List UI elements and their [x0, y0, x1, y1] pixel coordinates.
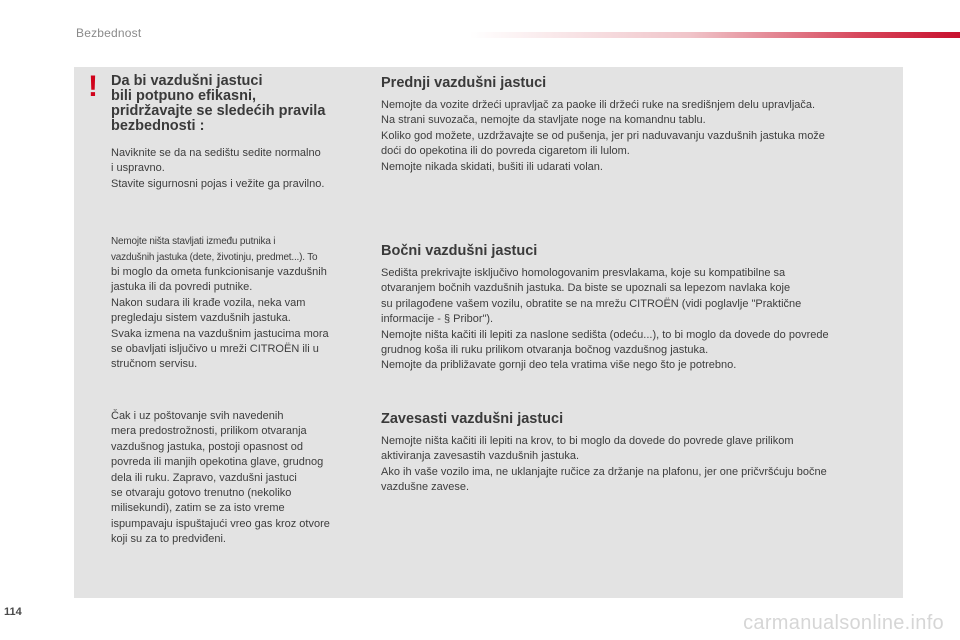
- heading-line: bili potpuno efikasni,: [111, 88, 256, 104]
- text-line: vazdušnih jastuka (dete, životinju, predmet...). To: [111, 251, 318, 263]
- front-airbags-text: [381, 98, 891, 175]
- text-line: bi moglo da ometa funkcionisanje vazdušnih: [111, 266, 327, 279]
- text-line: stručnom servisu.: [111, 358, 198, 371]
- header-accent-bar: [470, 32, 960, 38]
- text-line: Ako ih vaše vozilo ima, ne uklanjajte ručice za držanje na plafonu, jer one pričvršćuju bočne: [381, 465, 827, 478]
- warning-exclamation-icon: !: [88, 70, 98, 103]
- text-line: grudnog koša ili ruku prilikom otvaranja bočnog vazdušnog jastuka.: [381, 344, 709, 357]
- safety-rules-heading: [111, 74, 361, 134]
- heading-line: Da bi vazdušni jastuci: [111, 73, 263, 89]
- text-line: Nemojte ništa stavljati između putnika i: [111, 236, 276, 248]
- text-line: se obavljati isljučivo u mreži CITROËN ili u: [111, 343, 319, 356]
- text-line: Nemojte da vozite držeći upravljač za paoke ili držeći ruke na središnjem delu upravljača.: [381, 99, 816, 111]
- text-line: Naviknite se da na sedištu sedite normalno: [111, 147, 321, 159]
- injury-risk-paragraph: [111, 409, 361, 548]
- section-title: Bezbednost: [76, 26, 142, 40]
- text-line: Nemojte nikada skidati, bušiti ili udarati volan.: [381, 160, 603, 173]
- text-line: dela ili ruku. Zapravo, vazdušni jastuci: [111, 471, 297, 484]
- text-line: Stavite sigurnosni pojas i vežite ga pravilno.: [111, 177, 325, 190]
- text-line: milisekundi), zatim se za isto vreme: [111, 502, 285, 515]
- text-line: se otvaraju gotovo trenutno (nekoliko: [111, 486, 292, 499]
- text-line: Nemojte da približavate gornji deo tela vratima više nego što je potrebno.: [381, 359, 737, 372]
- text-line: Na strani suvozača, nemojte da stavljate noge na komandnu tablu.: [381, 114, 706, 127]
- text-line: Nemojte ništa kačiti ili lepiti za naslone sedišta (odeću...), to bi moglo da dovede do povrede: [381, 328, 829, 341]
- front-airbags-section: [381, 74, 891, 175]
- text-line: mera predostrožnosti, prilikom otvaranja: [111, 425, 307, 438]
- text-line: aktiviranja zavesastih vazdušnih jastuka.: [381, 450, 580, 463]
- text-line: koji su za to predviđeni.: [111, 533, 226, 546]
- text-line: jastuka ili da povredi putnike.: [111, 281, 253, 294]
- text-line: i uspravno.: [111, 162, 165, 175]
- page-number: 114: [4, 606, 22, 618]
- text-line: doći do opekotina ili do povreda cigaretom ili lulom.: [381, 145, 630, 158]
- text-line: Nakon sudara ili krađe vozila, neka vam: [111, 296, 306, 309]
- side-airbags-text: [381, 266, 891, 374]
- text-line: vazdušnog jastuka, postoji opasnost od: [111, 440, 304, 453]
- text-line: ispumpavaju ispuštajući vreo gas kroz otvore: [111, 517, 330, 530]
- safety-rules-column: [111, 74, 361, 548]
- side-airbags-heading: Bočni vazdušni jastuci: [381, 243, 538, 259]
- text-line: Sedišta prekrivajte isključivo homologovanim presvlakama, koje su kompatibilne sa: [381, 267, 786, 279]
- curtain-airbags-heading: Zavesasti vazdušni jastuci: [381, 411, 564, 427]
- seating-paragraph: [111, 146, 361, 192]
- curtain-airbags-section: [381, 410, 891, 496]
- text-line: Koliko god možete, uzdržavajte se od pušenja, jer pri naduvavanju vazdušnih jastuka može: [381, 129, 825, 142]
- front-airbags-heading: Prednji vazdušni jastuci: [381, 75, 547, 91]
- text-line: Čak i uz poštovanje svih navedenih: [111, 409, 284, 422]
- text-line: povreda ili manjih opekotina glave, grudnog: [111, 456, 324, 469]
- watermark: carmanualsonline.info: [743, 612, 944, 634]
- text-line: Svaka izmena na vazdušnim jastucima mora: [111, 327, 329, 340]
- text-line: su prilagođene vašem vozilu, obratite se na mrežu CITROËN (vidi poglavlje "Praktične: [381, 297, 802, 310]
- obstruction-paragraph: [111, 234, 361, 373]
- curtain-airbags-text: [381, 434, 891, 496]
- text-line: otvaranjem bočnih vazdušnih jastuka. Da biste se upoznali sa lepezom navlaka koje: [381, 282, 791, 295]
- text-line: informacije - § Pribor").: [381, 313, 494, 326]
- text-line: pregledaju sistem vazdušnih jastuka.: [111, 312, 291, 325]
- heading-line: bezbednosti :: [111, 118, 205, 134]
- heading-line: pridržavajte se sledećih pravila: [111, 103, 326, 119]
- text-line: vazdušne zavese.: [381, 481, 470, 494]
- text-line: Nemojte ništa kačiti ili lepiti na krov, to bi moglo da dovede do povrede glave prilikom: [381, 435, 794, 447]
- side-airbags-section: [381, 242, 891, 374]
